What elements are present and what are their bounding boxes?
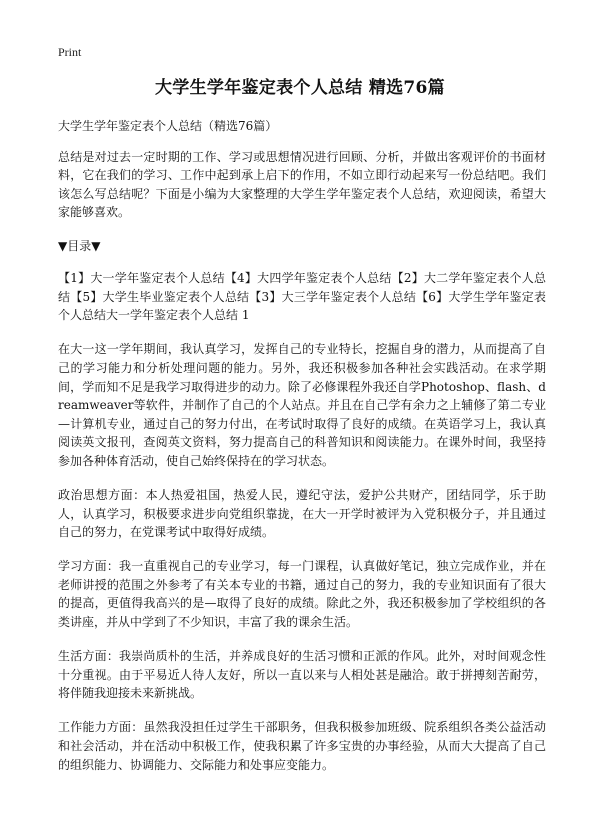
document-subtitle: 大学生学年鉴定表个人总结（精选76篇） (58, 119, 278, 133)
intro-paragraph: 总结是对过去一定时期的工作、学习或思想情况进行回顾、分析，并做出客观评价的书面材料，它在我们的学习、工作中起到承上启下的作用，不如立即行动起来写一份总结吧。我们该怎么写总结呢？下面是小编为大家整理的大学生学年鉴定表个人总结，欢迎阅读，希望大家能够喜欢。 (58, 149, 546, 220)
body-paragraph: 政治思想方面：本人热爱祖国，热爱人民，遵纪守法，爱护公共财产，团结同学，乐于助人，认真学习，积极要求进步向党组织靠拢，在大一开学时被评为入党积极分子，并且通过自己的努力，在党课考试中取得好成绩。 (58, 488, 546, 540)
toc-links[interactable]: 【1】大一学年鉴定表个人总结【4】大四学年鉴定表个人总结【2】大二学年鉴定表个人总结【5】大学生毕业鉴定表个人总结【3】大三学年鉴定表个人总结【6】大学生学年鉴定表个人总结大一学年鉴定表个人总结 1 (58, 271, 546, 323)
toc-heading: ▼目录▼ (58, 239, 101, 254)
print-link[interactable]: Print (58, 45, 82, 59)
body-paragraph: 工作能力方面：虽然我没担任过学生干部职务，但我积极参加班级、院系组织各类公益活动和社会活动，并在活动中积极工作，使我积累了许多宝贵的办事经验，从而大大提高了自己的组织能力、协调能力、交际能力和处事应变能力。 (58, 720, 546, 772)
document-title: 大学生学年鉴定表个人总结 精选76篇 (155, 78, 445, 98)
body-paragraph: 在大一这一学年期间，我认真学习，发挥自己的专业特长，挖掘自身的潜力，从而提高了自己的学习能力和分析处理问题的能力。另外，我还积极参加各种社会实践活动。在求学期间，学而知不足是我学习取得进步的动力。除了必修课程外我还自学Photoshop、flash、dreamweaver等软件，并制作了自己的个人站点。并且在自己学有余力之上辅修了第二专业—计算机专业，通过自己的努力付出，在考试时取得了良好的成绩。在英语学习上，我认真阅读英文报刊，查阅英文资料，努力提高自己的科普知识和阅读能力。在课外时间，我坚持参加各种体育活动，使自己始终保持在的学习状态。 (58, 342, 546, 468)
body-paragraph: 学习方面：我一直重视自己的专业学习，每一门课程，认真做好笔记，独立完成作业，并在老师讲授的范围之外参考了有关本专业的书籍，通过自己的努力，我的专业知识面有了很大的提高，更值得我高兴的是—取得了良好的成绩。除此之外，我还积极参加了学校组织的各类讲座，并从中学到了不少知识，丰富了我的课余生活。 (58, 559, 546, 630)
document-body (58, 117, 546, 790)
body-paragraph: 生活方面：我崇尚质朴的生活，并养成良好的生活习惯和正派的作风。此外，对时间观念性十分重视。由于平易近人待人友好，所以一直以来与人相处甚是融洽。敢于拼搏刻苦耐劳，将伴随我迎接未来新挑战。 (58, 649, 546, 701)
